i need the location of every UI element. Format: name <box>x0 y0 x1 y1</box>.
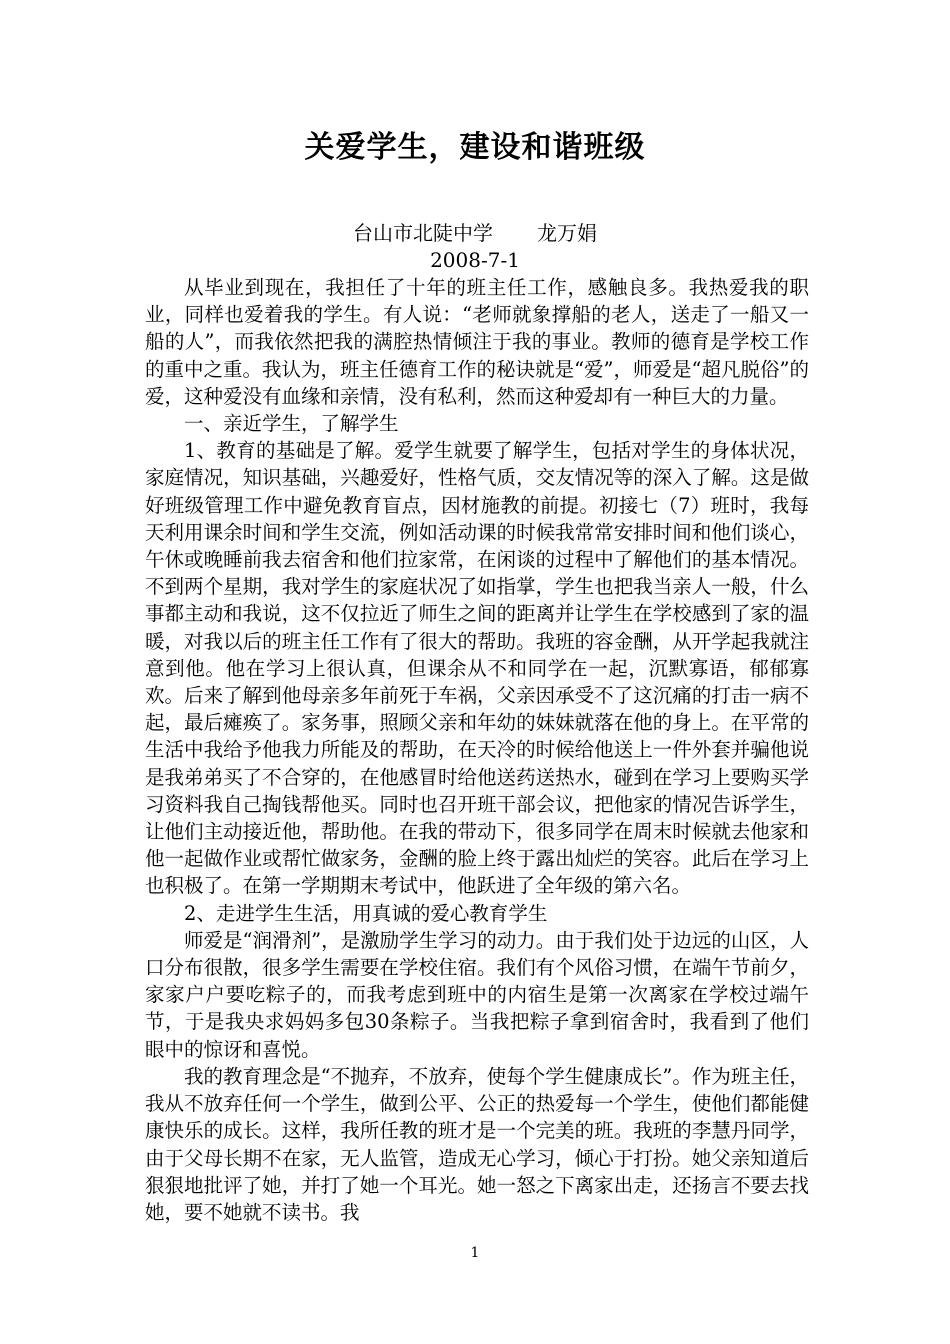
paragraph-intro: 从毕业到现在，我担任了十年的班主任工作，感触良多。我热爱我的职业，同样也爱着我的学生。有人说：“老师就象撑船的老人，送走了一船又一船的人”，而我依然把我的满腔热情倾注于我的事业。教师的德育是学校工作的重中之重。我认为，班主任德育工作的秘诀就是“爱”，师爱是“超凡脱俗”的爱，这种爱没有血缘和亲情，没有私利，然而这种爱却有一种巨大的力量。 <box>145 276 809 408</box>
paragraph-subsection-1: 1、教育的基础是了解。爱学生就要了解学生，包括对学生的身体状况，家庭情况，知识基础，兴趣爱好，性格气质，交友情况等的深入了解。这是做好班级管理工作中避免教育盲点，因材施教的前提。初接七（7）班时，我每天利用课余时间和学生交流，例如活动课的时候我常常安排时间和他们谈心，午休或晚睡前我去宿舍和他们拉家常，在闲谈的过程中了解他们的基本情况。不到两个星期，我对学生的家庭状况了如指掌，学生也把我当亲人一般，什么事都主动和我说，这不仅拉近了师生之间的距离并让学生在学校感到了家的温暖，对我以后的班主任工作有了很大的帮助。我班的容金酬，从开学起我就注意到他。他在学习上很认真，但课余从不和同学在一起，沉默寡语，郁郁寡欢。后来了解到他母亲多年前死于车祸，父亲因承受不了这沉痛的打击一病不起，最后瘫痪了。家务事，照顾父亲和年幼的妹妹就落在他的身上。在平常的生活中我给予他我力所能及的帮助，在天冷的时候给他送上一件外套并骗他说是我弟弟买了不合穿的，在他感冒时给他送药送热水，碰到在学习上要购买学习资料我自己掏钱帮他买。同时也召开班干部会议，把他家的情况告诉学生，让他们主动接近他，帮助他。在我的带动下，很多同学在周末时候就去他家和他一起做作业或帮忙做家务，金酬的脸上终于露出灿烂的笑容。此后在学习上也积极了。在第一学期期末考试中，他跃进了全年级的第六名。 <box>145 439 809 898</box>
document-title: 关爱学生，建设和谐班级 <box>304 130 646 165</box>
author-line <box>0 221 950 245</box>
page-number: 1 <box>470 1245 480 1261</box>
school-name: 台山市北陡中学 <box>353 221 493 245</box>
subsection-heading-2: 2、走进学生生活，用真诚的爱心教育学生 <box>184 901 548 925</box>
paragraph-education-philosophy: 我的教育理念是“不抛弃，不放弃，使每个学生健康成长”。作为班主任，我从不放弃任何一个学生，做到公平、公正的热爱每一个学生，使他们都能健康快乐的成长。这样，我所任教的班才是一个完美的班。我班的李慧丹同学，由于父母长期不在家，无人监管，造成无心学习，倾心于打扮。她父亲知道后狠狠地批评了她，并打了她一个耳光。她一怒之下离家出走，还扬言不要去找她，要不她就不读书。我 <box>145 1064 809 1224</box>
paragraph-dragon-boat: 师爱是“润滑剂”，是激励学生学习的动力。由于我们处于边远的山区，人口分布很散，很多学生需要在学校住宿。我们有个风俗习惯，在端午节前夕，家家户户要吃粽子的，而我考虑到班中的内宿生是第一次离家在学校过端午节，于是我央求妈妈多包30条粽子。当我把粽子拿到宿舍时，我看到了他们眼中的惊讶和喜悦。 <box>145 928 809 1061</box>
document-date: 2008-7-1 <box>430 248 520 272</box>
section-heading-1: 一、亲近学生，了解学生 <box>184 412 399 436</box>
author-name: 龙万娟 <box>537 221 597 245</box>
article-body <box>145 274 809 1226</box>
